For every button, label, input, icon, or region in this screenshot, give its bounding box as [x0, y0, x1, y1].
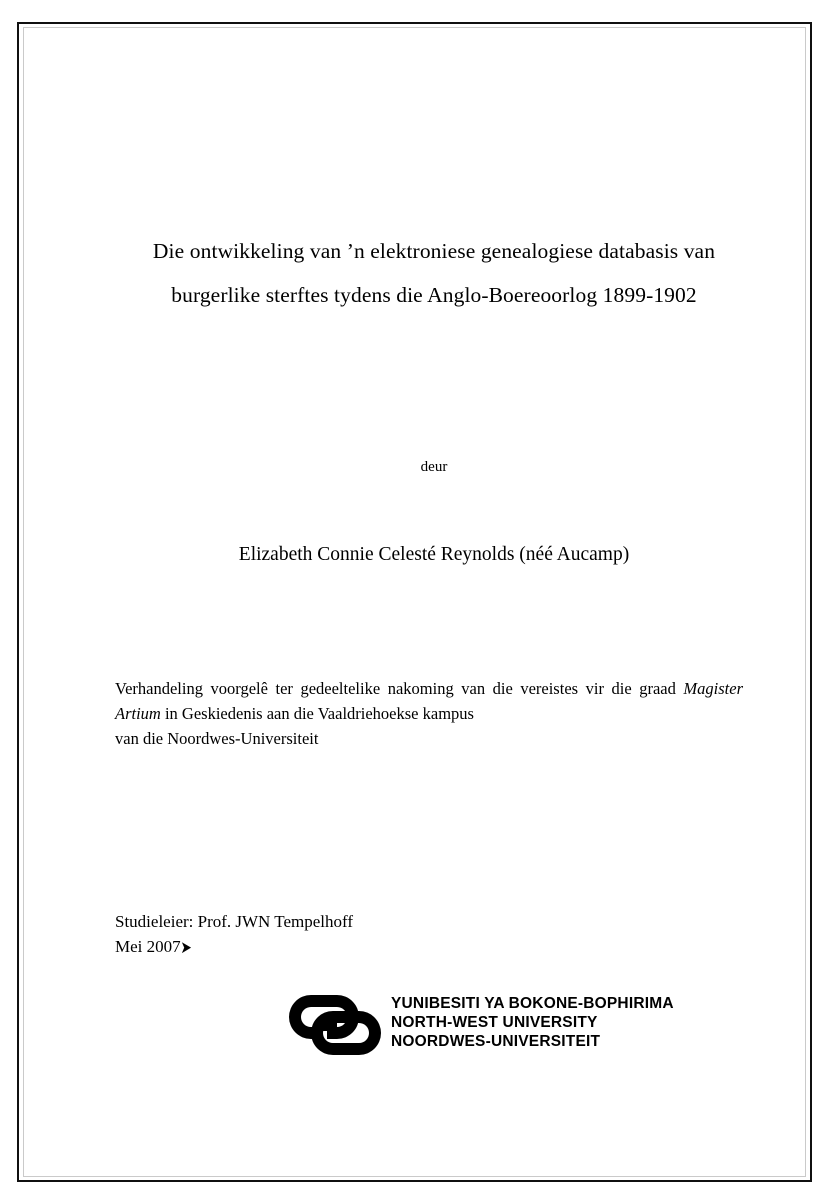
- statement-part-2: in Geskiedenis aan die Vaaldriehoekse kampus: [160, 704, 474, 723]
- by-label: deur: [420, 459, 448, 475]
- author-name: Elizabeth Connie Celesté Reynolds (néé Aucamp): [238, 544, 630, 565]
- logo-line-3: NOORDWES-UNIVERSITEIT: [391, 1033, 601, 1050]
- logo-wordmark: [391, 994, 674, 1051]
- title-page-content: [109, 84, 759, 1124]
- logo-line-2: NORTH-WEST UNIVERSITY: [391, 1014, 598, 1031]
- statement-part-1: Verhandeling voorgelê ter gedeeltelike nakoming van die vereistes vir die graad: [115, 679, 684, 698]
- supervisor-line: Studieleier: Prof. JWN Tempelhoff: [115, 912, 354, 931]
- nwu-emblem-icon: [281, 991, 389, 1059]
- university-logo: [259, 989, 679, 1061]
- supervisor-and-date: [115, 909, 755, 959]
- logo-line-1: YUNIBESITI YA BOKONE-BOPHIRIMA: [391, 995, 674, 1012]
- title-line-1: Die ontwikkeling van ’n elektroniese genealogiese databasis van: [152, 239, 716, 263]
- degree-name: Magister Artium: [115, 679, 743, 723]
- degree-statement: [115, 676, 743, 751]
- date-text: Mei 2007: [115, 937, 181, 956]
- date-line: [115, 934, 193, 959]
- page-border: [17, 22, 812, 1182]
- page-title: [109, 229, 759, 317]
- title-line-2: burgerlike sterftes tydens die Anglo-Boereoorlog 1899-1902: [171, 283, 697, 307]
- statement-part-3: van die Noordwes-Universiteit: [115, 729, 319, 748]
- pen-mark-icon: ➤: [180, 938, 193, 957]
